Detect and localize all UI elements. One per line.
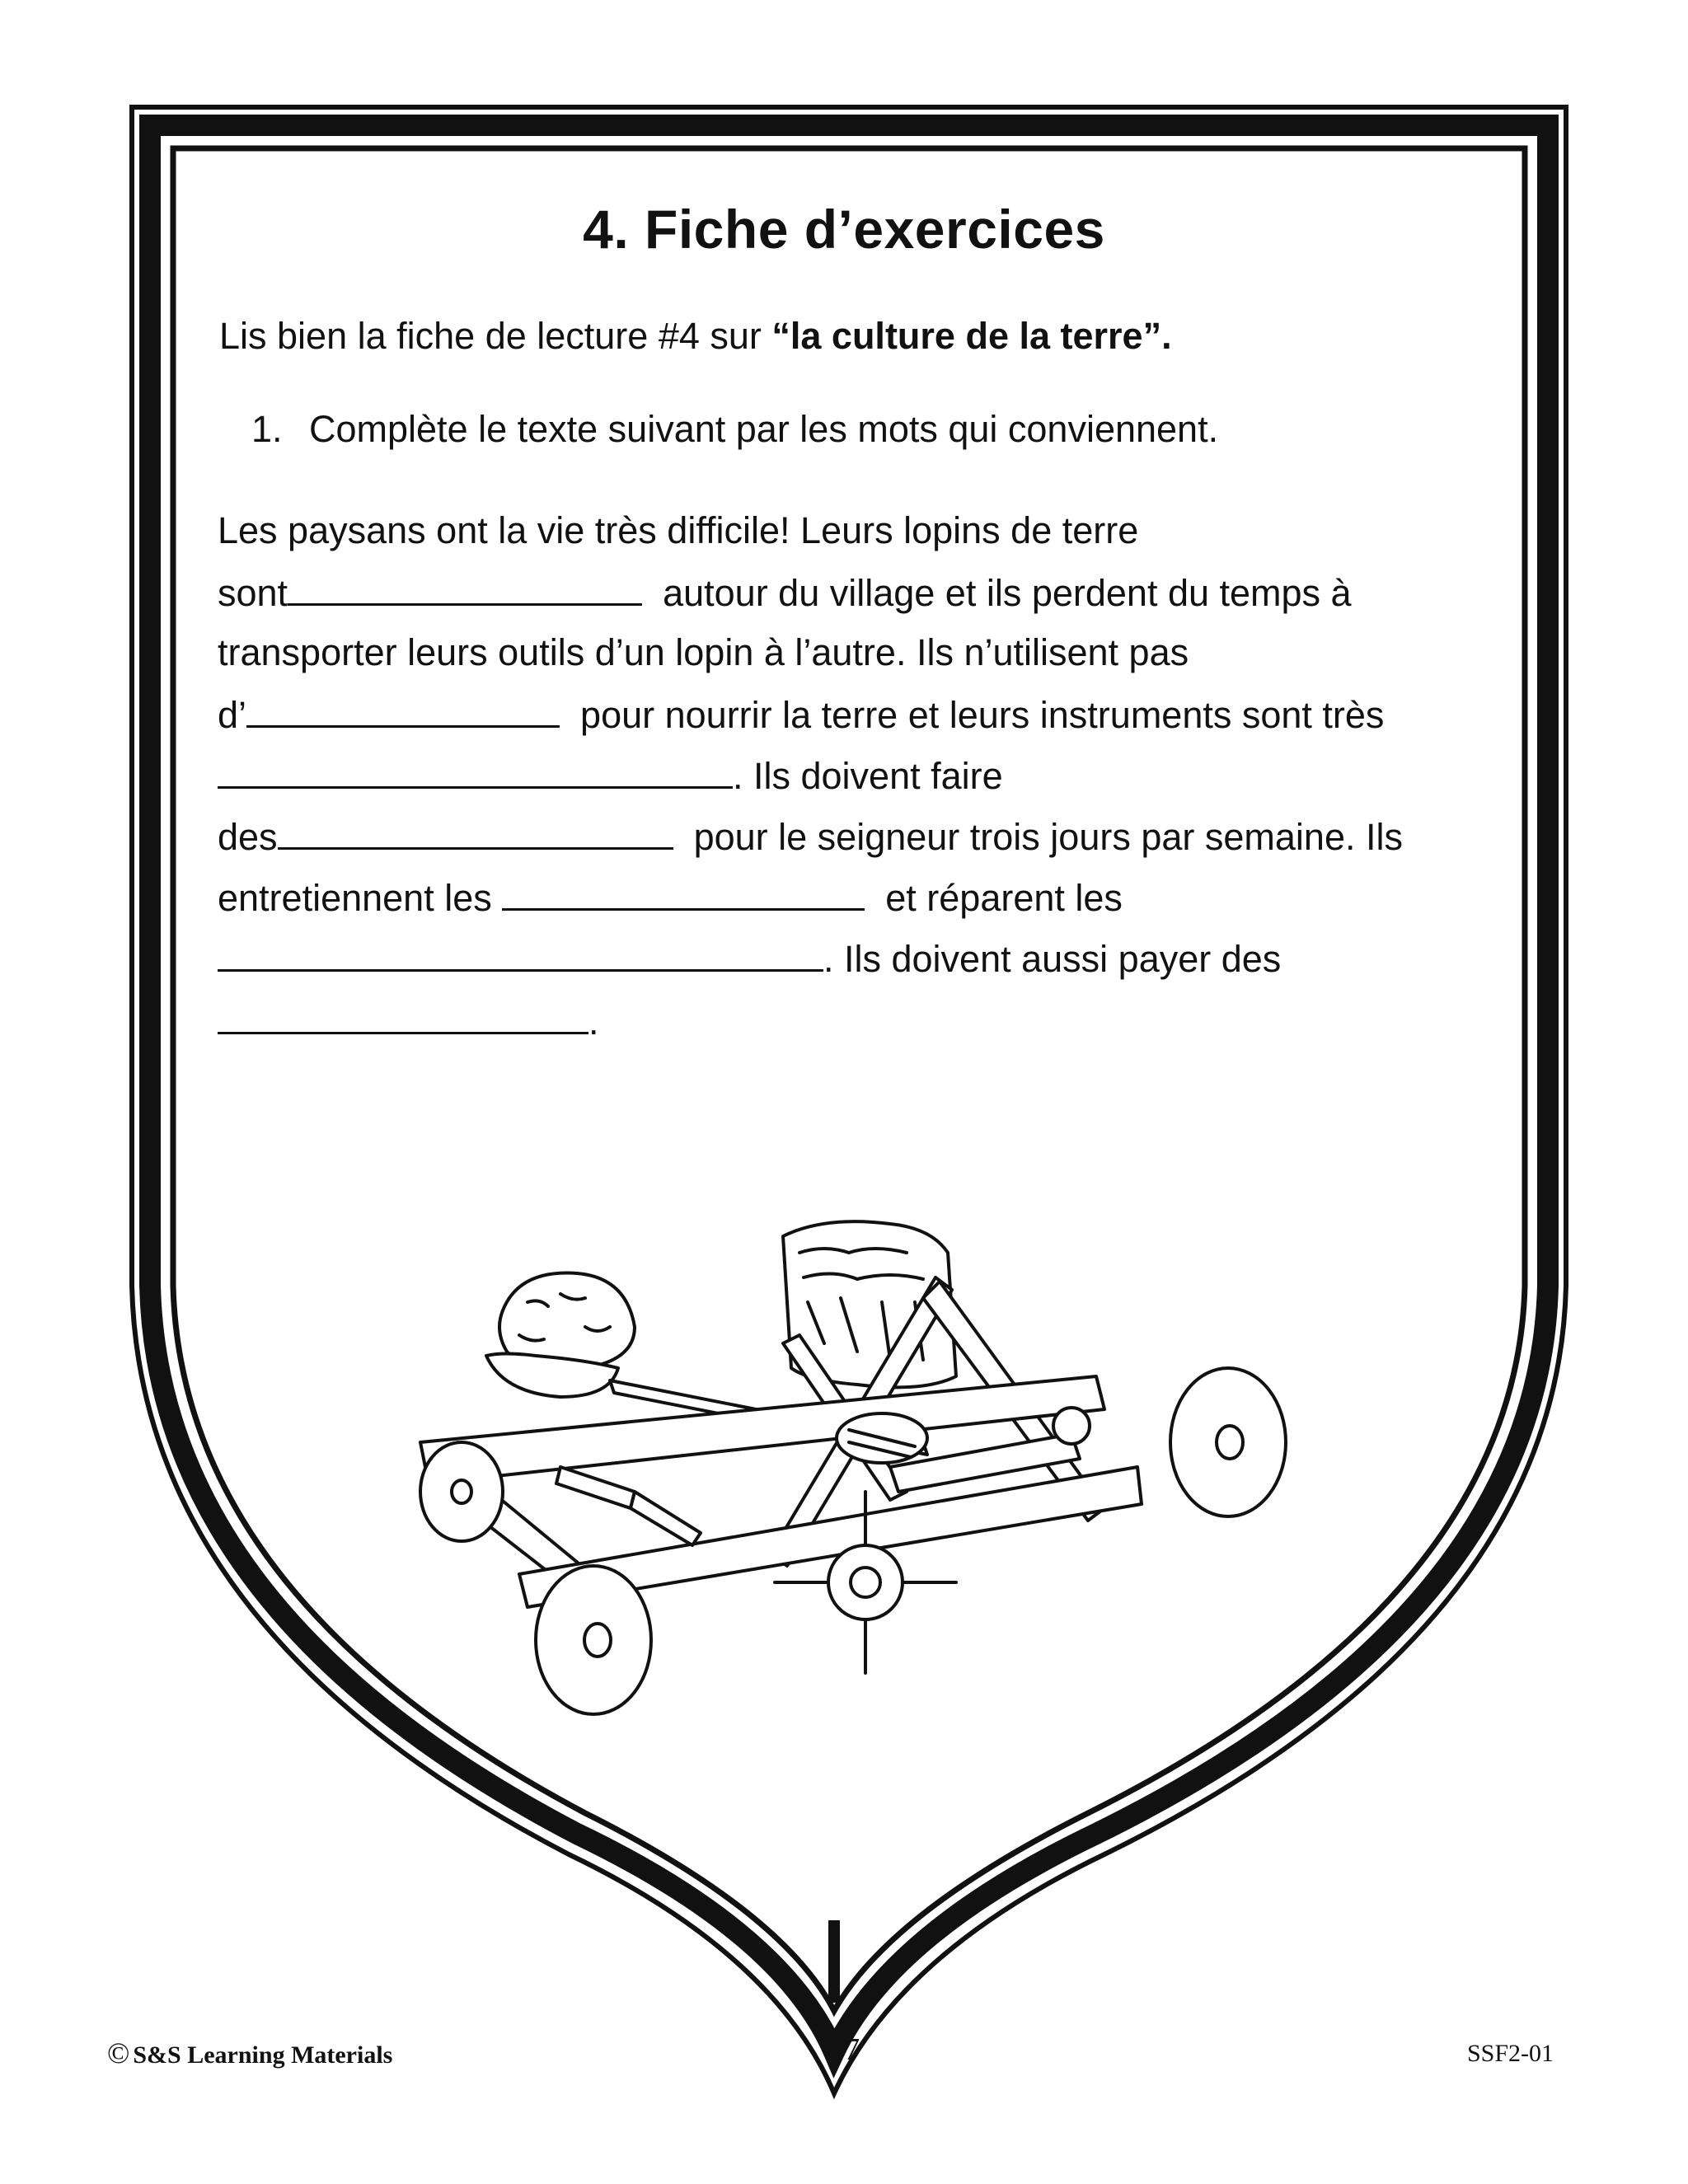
passage-line-3: transporter leurs outils d’un lopin à l’autre. Ils n’utilisent pas <box>218 631 1189 673</box>
passage-text: pour le seigneur trois jours par semaine. Ils <box>693 816 1403 858</box>
passage-text: . Ils doivent faire <box>733 755 1003 797</box>
passage-text: . <box>588 1001 599 1043</box>
fill-blank-3[interactable] <box>218 753 733 789</box>
fill-blank-4[interactable] <box>278 814 673 850</box>
passage-line-7 <box>218 875 1123 920</box>
passage-line-2 <box>218 570 1352 615</box>
question-number: 1. <box>251 408 283 450</box>
page-number: 37 <box>828 2032 860 2067</box>
passage-text: et réparent les <box>885 877 1123 919</box>
instruction-lead: Lis bien la fiche de lecture #4 sur <box>219 315 772 357</box>
passage-line-6 <box>218 814 1403 859</box>
page-title: 4. Fiche d’exercices <box>583 199 1105 260</box>
publisher-name: S&S Learning Materials <box>133 2041 393 2069</box>
instruction-text <box>219 315 1172 358</box>
passage-text: d’ <box>218 694 247 736</box>
question-1 <box>251 408 1218 451</box>
instruction-topic: “la culture de la terre”. <box>771 315 1172 357</box>
product-code: SSF2-01 <box>1467 2040 1554 2067</box>
fill-blank-6[interactable] <box>218 936 823 972</box>
passage-text: entretiennent les <box>218 877 492 919</box>
passage-line-9 <box>218 999 599 1043</box>
passage-text: autour du village et ils perdent du temps à <box>663 572 1352 614</box>
passage-line-8 <box>218 936 1281 981</box>
passage-line-4 <box>218 692 1384 737</box>
passage-text: des <box>218 816 278 858</box>
fill-blank-2[interactable] <box>246 692 560 728</box>
fill-blank-5[interactable] <box>502 875 865 911</box>
fill-blank-7[interactable] <box>218 999 588 1034</box>
catapult-illustration <box>396 1220 1319 1780</box>
passage-text: pour nourrir la terre et leurs instruments sont très <box>580 694 1385 736</box>
passage-text: sont <box>218 572 288 614</box>
copyright-icon: © <box>107 2036 130 2069</box>
question-text: Complète le texte suivant par les mots qui conviennent. <box>309 408 1219 450</box>
passage-line-5 <box>218 753 1003 798</box>
passage-line-1: Les paysans ont la vie très difficile! Leurs lopins de terre <box>218 509 1139 551</box>
passage-text: . Ils doivent aussi payer des <box>823 938 1282 980</box>
fill-blank-1[interactable] <box>288 570 642 606</box>
